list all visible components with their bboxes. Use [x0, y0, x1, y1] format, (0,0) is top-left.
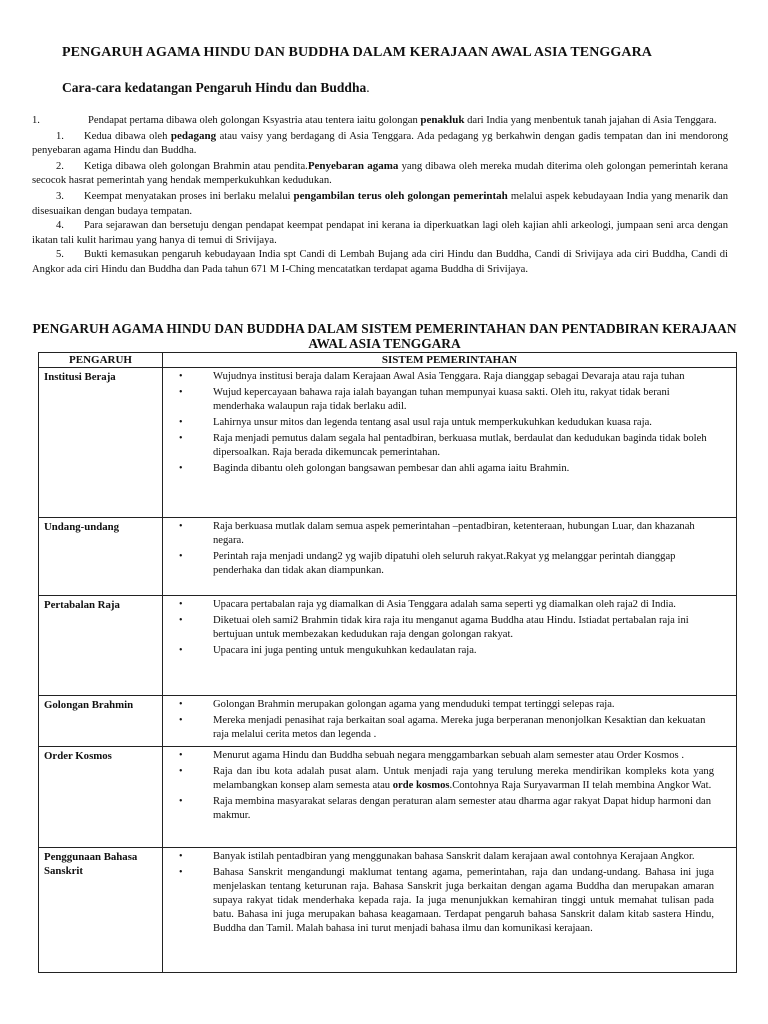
table-row	[39, 368, 737, 518]
bullet-text: Menurut agama Hindu dan Buddha sebuah negara menggambarkan sebuah alam semester atau Order Kosmos .	[213, 750, 684, 761]
bullet-text: Wujudnya institusi beraja dalam Kerajaan Awal Asia Tenggara. Raja dianggap sebagai Devaraja atau raja tuhan	[213, 371, 685, 382]
bullet-list	[179, 698, 714, 742]
header-pengaruh: PENGARUH	[39, 353, 163, 368]
bullet-text: Raja dan ibu kota adalah pusat alam. Untuk menjadi raja yang terulung mereka mendirikan kompleks kota yang melambangkan konsep alam semesta atau	[213, 766, 714, 791]
bullet-icon: •	[179, 615, 183, 626]
bullet-list	[179, 520, 714, 578]
row-content	[163, 696, 737, 747]
bullet-list	[179, 850, 714, 936]
row-label: Undang-undang	[39, 518, 163, 596]
influence-table	[38, 352, 737, 973]
bullet-list	[179, 598, 714, 658]
intro-point-text-end: dari India yang menbentuk tanah jajahan di Asia Tenggara.	[464, 115, 717, 126]
table-row	[39, 696, 737, 747]
bullet-item	[179, 598, 714, 612]
bullet-text: Raja menjadi pemutus dalam segala hal pentadbiran, berkuasa mutlak, berdaulat dan kedudukan baginda tidak boleh dipersoalkan. Raja berada dikemuncak pemerintahan.	[213, 433, 707, 458]
row-label: Order Kosmos	[39, 747, 163, 848]
subtitle-text: Cara-cara kedatangan Pengaruh Hindu dan Buddha	[62, 80, 367, 95]
row-content	[163, 518, 737, 596]
intro-point	[32, 113, 728, 129]
bullet-icon: •	[179, 371, 183, 382]
table-row	[39, 596, 737, 696]
bullet-item	[179, 698, 714, 712]
bullet-icon: •	[179, 750, 183, 761]
bullet-icon: •	[179, 551, 183, 562]
bullet-item	[179, 614, 714, 642]
row-content	[163, 747, 737, 848]
bullet-text: Baginda dibantu oleh golongan bangsawan pembesar dan ahli agama iaitu Brahmin.	[213, 463, 570, 474]
bullet-item	[179, 432, 714, 460]
intro-point-emphasis: pedagang	[170, 129, 217, 142]
intro-point-text: Kedua dibawa oleh	[84, 130, 171, 142]
bullet-text: Raja membina masyarakat selaras dengan peraturan alam semester atau dharma agar rakyat Dapat hidup harmoni dan makmur.	[213, 796, 711, 821]
bullet-icon: •	[179, 433, 183, 444]
bullet-icon: •	[179, 699, 183, 710]
intro-point-text: Bukti kemasukan pengaruh kebudayaan India spt Candi di Lembah Bujang ada ciri Hindu dan Buddha, Candi di Srivijaya ada ciri Buddha, Candi di Angkor ada ciri Hindu dan Buddha dan Pada tahun 671 M I-Ching mencatatkan terdapat agama Buddha di Srivijaya.	[32, 249, 728, 275]
bullet-item	[179, 520, 714, 548]
bullet-text: Upacara pertabalan raja yg diamalkan di Asia Tenggara adalah sama seperti yg diamalkan oleh raja2 di India.	[213, 599, 676, 610]
intro-point-number: 5.	[56, 249, 64, 261]
header-sistem-pemerintahan: SISTEM PEMERINTAHAN	[163, 353, 737, 368]
table-row	[39, 518, 737, 596]
bullet-icon: •	[179, 766, 183, 777]
bullet-list	[179, 749, 714, 823]
row-label: Golongan Brahmin	[39, 696, 163, 747]
row-label: Institusi Beraja	[39, 368, 163, 518]
intro-point-emphasis: Penyebaran agama	[307, 159, 399, 172]
bullet-text: Diketuai oleh sami2 Brahmin tidak kira raja itu menganut agama Buddha atau Hindu. Istiadat pertabalan raja ini bertujuan untuk membezakan kedudukan raja dengan golongan rakyat.	[213, 615, 689, 640]
bullet-item	[179, 462, 714, 476]
intro-point-emphasis: pengambilan terus oleh golongan pemerintah	[293, 189, 508, 202]
bullet-text-end: .Contohnya Raja Suryavarman II telah membina Angkor Wat.	[449, 780, 712, 791]
bullet-item	[179, 714, 714, 742]
document-title: PENGARUH AGAMA HINDU DAN BUDDHA DALAM KERAJAAN AWAL ASIA TENGGARA	[62, 45, 653, 60]
bullet-text: Mereka menjadi penasihat raja berkaitan soal agama. Mereka juga berperanan menonjolkan Kesaktian dan kekuatan raja melalui cerita metos dan legenda .	[213, 715, 706, 740]
bullet-icon: •	[179, 645, 183, 656]
bullet-text: Bahasa Sanskrit mengandungi maklumat tentang agama, pemerintahan, raja dan undang-undang. Bahasa ini juga menjelaskan tentang keturunan raja. Bahasa Sanskrit juga berkaitan dengan agama Buddha dan merupakan amaran supaya rakyat tidak menderhaka kepada raja. Ia juga menunjukkan kemahiran tinggi untuk memahat tulisan pada batu. Bahasa ini juga merupakan bahasa keagamaan. Terdapat pengaruh bahasa Sanskrit dalam kitab sastera Hindu, Buddha dan Tamil. Malah bahasa ini turut menjadi bahasa ilmu dan komunikasi kerajaan.	[213, 867, 714, 934]
intro-point-text-end: atau vaisy yang berdagang di Asia Tenggara. Ada pedagang yg berkahwin dengan gadis tempatan dan ini mendorong penyebaran agama Hindu dan Buddha.	[32, 130, 728, 157]
intro-list	[32, 113, 728, 278]
bullet-item	[179, 866, 714, 936]
intro-point	[32, 219, 728, 248]
intro-point-number: 1.	[32, 115, 40, 126]
bullet-text: Golongan Brahmin merupakan golongan agama yang menduduki tempat tertinggi selepas raja.	[213, 699, 615, 710]
bullet-item	[179, 795, 714, 823]
bullet-item	[179, 550, 714, 578]
table-header-row	[39, 353, 737, 368]
bullet-text: Wujud kepercayaan bahawa raja ialah bayangan tuhan mempunyai kuasa sakti. Oleh itu, rakyat tidak berani menderhaka walaupun raja tidak berlaku adil.	[213, 387, 670, 412]
intro-point-emphasis: penakluk	[420, 114, 465, 126]
intro-point-text: Para sejarawan dan bersetuju dengan pendapat keempat pendapat ini kerana ia diperkuatkan lagi oleh kajian ahli arkeologi, jumpaan seni arca dengan ikatan tali kulit harimau yang hanya di temui di Srivijaya.	[32, 220, 728, 246]
bullet-item	[179, 644, 714, 658]
table-title: PENGARUH AGAMA HINDU DAN BUDDHA DALAM SISTEM PEMERINTAHAN DAN PENTADBIRAN KERAJAAN AWAL ASIA TENGGARA	[32, 321, 737, 351]
intro-point-number: 1.	[56, 130, 64, 142]
intro-point	[32, 159, 728, 189]
bullet-text: Upacara ini juga penting untuk mengukuhkan kedaulatan raja.	[213, 645, 477, 656]
bullet-item	[179, 370, 714, 384]
intro-point-text-end: yang dibawa oleh mereka mudah diterima oleh golongan pemerintah kerana secocok hasrat pemerintah yang hendak memperkukuhkan kedudukan.	[32, 160, 728, 187]
subtitle-dot: .	[366, 80, 370, 95]
table-row	[39, 747, 737, 848]
row-label: Penggunaan Bahasa Sanskrit	[39, 848, 163, 973]
bullet-icon: •	[179, 463, 183, 474]
bullet-text: Raja berkuasa mutlak dalam semua aspek pemerintahan –pentadbiran, ketenteraan, hubungan Luar, dan khazanah negara.	[213, 521, 695, 546]
row-content	[163, 368, 737, 518]
row-label: Pertabalan Raja	[39, 596, 163, 696]
intro-point-text: Ketiga dibawa oleh golongan Brahmin atau pendita.	[84, 160, 308, 172]
bullet-icon: •	[179, 417, 183, 428]
intro-point	[32, 248, 728, 277]
intro-point	[32, 129, 728, 159]
row-content	[163, 596, 737, 696]
bullet-icon: •	[179, 867, 183, 878]
table-row	[39, 848, 737, 973]
bullet-text: Banyak istilah pentadbiran yang menggunakan bahasa Sanskrit dalam kerajaan awal contohnya Kerajaan Angkor.	[213, 851, 695, 862]
bullet-icon: •	[179, 851, 183, 862]
bullet-icon: •	[179, 599, 183, 610]
intro-point-number: 4.	[56, 220, 64, 232]
bullet-item	[179, 416, 714, 430]
intro-point-number: 3.	[56, 190, 64, 202]
row-content	[163, 848, 737, 973]
intro-point-number: 2.	[56, 160, 64, 172]
bullet-icon: •	[179, 387, 183, 398]
section-subtitle	[62, 80, 742, 96]
bullet-icon: •	[179, 715, 183, 726]
bullet-icon: •	[179, 796, 183, 807]
intro-point-text-end: melalui aspek kebudayaan India yang menarik dan disesuaikan dengan budaya tempatan.	[32, 190, 728, 217]
bullet-list	[179, 370, 714, 476]
intro-point	[32, 189, 728, 219]
bullet-item	[179, 765, 714, 793]
bullet-text: Perintah raja menjadi undang2 yg wajib dipatuhi oleh seluruh rakyat.Rakyat yg melanggar perintah dianggap penderhaka dan tidak akan diampunkan.	[213, 551, 676, 576]
bullet-emphasis: orde kosmos	[392, 780, 450, 791]
intro-point-text: Keempat menyatakan proses ini berlaku melalui	[84, 190, 294, 202]
bullet-text: Lahirnya unsur mitos dan legenda tentang asal usul raja untuk memperkukuhkan kedudukan kuasa raja.	[213, 417, 652, 428]
bullet-item	[179, 386, 714, 414]
bullet-item	[179, 749, 714, 763]
intro-point-text: Pendapat pertama dibawa oleh golongan Ksyastria atau tentera iaitu golongan	[88, 115, 421, 126]
bullet-icon: •	[179, 521, 183, 532]
bullet-item	[179, 850, 714, 864]
